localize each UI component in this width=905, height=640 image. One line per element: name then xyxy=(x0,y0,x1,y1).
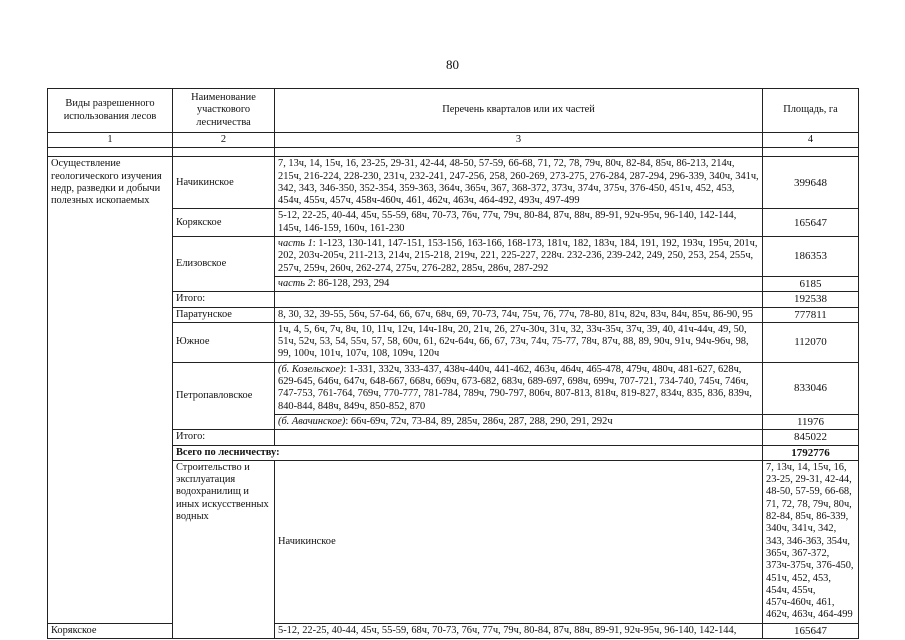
quarters-table xyxy=(47,88,859,639)
subtotal-area: 192538 xyxy=(763,292,859,307)
area-value: 165647 xyxy=(763,209,859,237)
area-value: 777811 xyxy=(763,307,859,322)
column-number: 4 xyxy=(763,133,859,148)
area-value: 11976 xyxy=(763,414,859,429)
area-value: 165647 xyxy=(763,623,859,638)
forestry-name: Начикинское xyxy=(275,460,763,623)
part-label: часть 2 xyxy=(278,277,313,289)
column-number: 2 xyxy=(173,133,275,148)
part-label: (б. Козельское) xyxy=(278,363,344,375)
use-type-cell: Строительство и эксплуатация водохранилищ и иных искусственных водных xyxy=(173,460,275,638)
header-quarters-list: Перечень кварталов или их частей xyxy=(275,89,763,133)
quarters-list: 5-12, 22-25, 40-44, 45ч, 55-59, 68ч, 70-73, 76ч, 77ч, 79ч, 80-84, 87ч, 88ч, 89-91, 92ч-95ч, 96-140, 142-144, xyxy=(275,623,763,638)
header-row xyxy=(48,89,859,133)
spacer-row xyxy=(48,148,859,157)
quarters-list xyxy=(275,237,763,277)
quarters-list: 7, 13ч, 14, 15ч, 16, 23-25, 29-31, 42-44, 48-50, 57-59, 66-68, 71, 72, 78, 79ч, 80ч, 82-84, 85ч, 86-213, 214ч, 215ч, 216-224, 228-230, 231ч, 232-241, 247-256, 258, 260-269, 273-275, 276-284, 287-294, 296-339, 340ч, 341ч, 342, 343, 346-350, 352-354, 359-363, 364ч, 365ч, 367, 368-372, 373ч, 374ч, 375ч, 376-450, 451ч, 452, 453, 454ч, 455ч, 457ч, 458ч-460ч, 461, 462ч, 463ч, 464-492, 493ч, 497-499 xyxy=(275,157,763,209)
area-value: 6185 xyxy=(763,276,859,291)
total-area: 1792776 xyxy=(763,445,859,460)
area-value: 833046 xyxy=(763,362,859,414)
part-label: часть 1 xyxy=(278,238,313,250)
page-number: 80 xyxy=(446,57,459,72)
forestry-name: Елизовское xyxy=(173,237,275,292)
quarters-list: 8, 30, 32, 39-55, 56ч, 57-64, 66, 67ч, 68ч, 69, 70-73, 74ч, 75ч, 76, 77ч, 78-80, 81ч, 82ч, 83ч, 84ч, 85ч, 86-90, 95 xyxy=(275,307,763,322)
part-list: : 86-128, 293, 294 xyxy=(312,277,390,289)
subtotal-label: Итого: xyxy=(173,292,275,307)
total-label: Всего по лесничеству: xyxy=(173,445,763,460)
table-row xyxy=(48,623,859,638)
part-list: : 1-331, 332ч, 333-437, 438ч-440ч, 441-462, 463ч, 464ч, 465-478, 479ч, 480ч, 481-627, 628ч, 629-645, 646ч, 647ч, 648-667, 668ч, 669ч, 673-682, 683ч, 689-697, 698ч, 699ч, 707-721, 734-740, 745ч, 746ч, 747-753, 761-764, 769ч, 770-777, 781-784, 789ч, 790-797, 806ч, 807-813, 818ч, 819-827, 834ч, 835, 836, 839ч, 840-844, 848ч, 849ч, 850-852, 870 xyxy=(278,363,752,412)
column-number-row xyxy=(48,133,859,148)
quarters-list: 5-12, 22-25, 40-44, 45ч, 55-59, 68ч, 70-73, 76ч, 77ч, 79ч, 80-84, 87ч, 88ч, 89-91, 92ч-95ч, 96-140, 142-144, 145ч, 146-159, 160ч, 161-230 xyxy=(275,209,763,237)
header-forestry-name: Наименование участкового лесничества xyxy=(173,89,275,133)
table-row xyxy=(48,157,859,209)
column-number: 3 xyxy=(275,133,763,148)
forestry-name: Корякское xyxy=(173,209,275,237)
header-use-type: Виды разрешенного использования лесов xyxy=(48,89,173,133)
quarters-list xyxy=(275,276,763,291)
forestry-name: Южное xyxy=(173,322,275,362)
part-label: (б. Авачинское) xyxy=(278,415,346,427)
forestry-name: Корякское xyxy=(48,623,173,638)
forestry-name: Паратунское xyxy=(173,307,275,322)
quarters-list: 7, 13ч, 14, 15ч, 16, 23-25, 29-31, 42-44, 48-50, 57-59, 66-68, 71, 72, 78, 79ч, 80ч, 82-84, 85ч, 86-339, 340ч, 341ч, 342, 343, 346-363, 354ч, 365ч, 367-372, 373ч-375ч, 376-450, 451ч, 452, 453, 454ч, 455ч, 457ч-460ч, 461, 462ч, 463ч, 464-499 xyxy=(763,460,859,623)
forestry-name: Начикинское xyxy=(173,157,275,209)
forestry-name: Петропавловское xyxy=(173,362,275,429)
use-type-cell: Осуществление геологического изучения недр, разведки и добычи полезных ископаемых xyxy=(48,157,173,623)
column-number: 1 xyxy=(48,133,173,148)
header-area: Площадь, га xyxy=(763,89,859,133)
area-value: 399648 xyxy=(763,157,859,209)
area-value: 186353 xyxy=(763,237,859,277)
quarters-list xyxy=(275,414,763,429)
part-list: : 1-123, 130-141, 147-151, 153-156, 163-166, 168-173, 181ч, 182, 183ч, 184, 191, 192, 193ч, 195ч, 201ч, 202, 203ч-205ч, 211-213, 214ч, 215-218, 219ч, 221, 225-227, 228ч. 232-236, 239-242, 249, 250, 253, 254, 255ч, 257ч, 259ч, 260ч, 262-274, 275ч, 276-282, 285ч, 286ч, 287-292 xyxy=(278,238,758,274)
area-value: 112070 xyxy=(763,322,859,362)
part-list: : 66ч-69ч, 72ч, 73-84, 89, 285ч, 286ч, 287, 288, 290, 291, 292ч xyxy=(345,415,613,427)
quarters-list: 1ч, 4, 5, 6ч, 7ч, 8ч, 10, 11ч, 12ч, 14ч-18ч, 20, 21ч, 26, 27ч-30ч, 31ч, 32, 33ч-35ч, 37ч, 39, 40, 41ч-44ч, 49, 50, 51ч, 52ч, 53, 54, 55ч, 57, 58, 60ч, 61, 62ч-64ч, 66, 67, 73ч, 74ч, 75-77, 78ч, 87ч, 88, 89, 90ч, 91ч, 94ч-96ч, 98, 99, 100ч, 101ч, 107ч, 108, 109ч, 120ч xyxy=(275,322,763,362)
quarters-list xyxy=(275,362,763,414)
subtotal-area: 845022 xyxy=(763,430,859,445)
subtotal-label: Итого: xyxy=(173,430,275,445)
